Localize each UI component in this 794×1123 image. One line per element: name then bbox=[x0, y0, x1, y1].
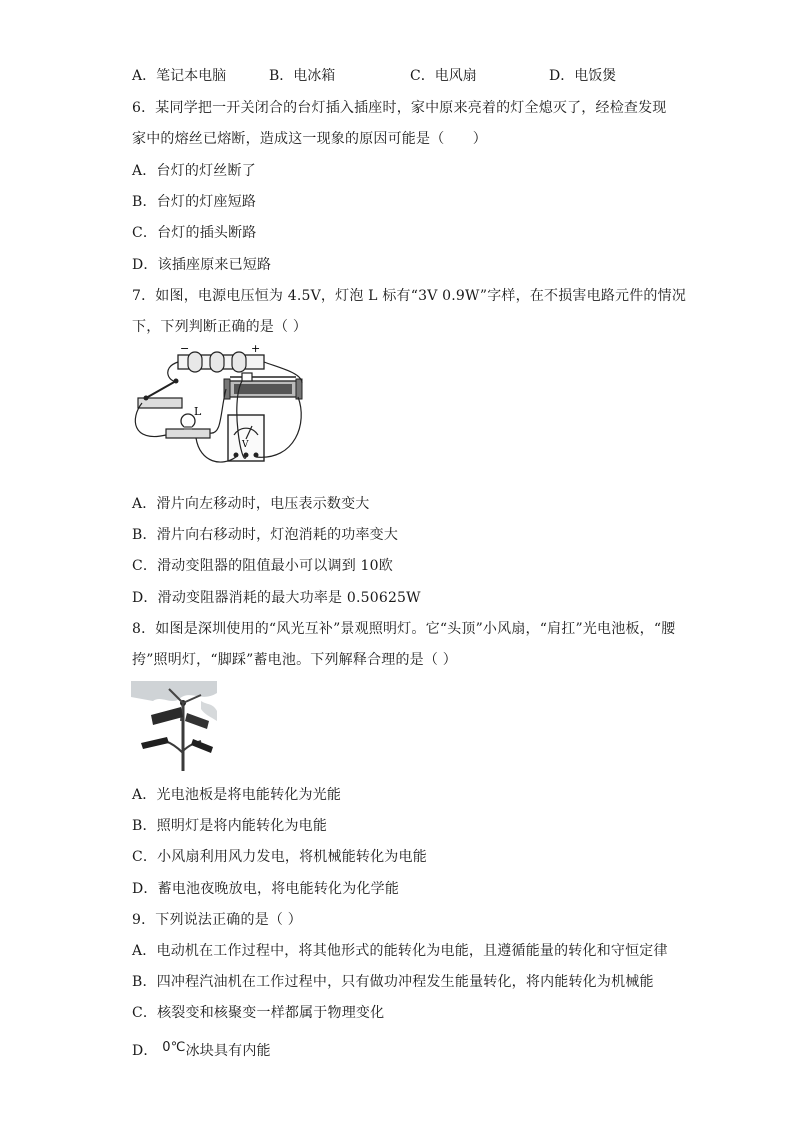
knife-switch bbox=[138, 379, 182, 409]
lamp-holder bbox=[166, 414, 210, 438]
q8-option-c: C．小风扇利用风力发电，将机械能转化为电能 bbox=[132, 849, 427, 865]
q5-option-b: B．电冰箱 bbox=[269, 68, 336, 84]
q5-option-c: C．电风扇 bbox=[410, 68, 477, 84]
q7-option-a: A．滑片向左移动时，电压表示数变大 bbox=[132, 496, 370, 512]
q7-stem-line2: 下，下列判断正确的是（ ） bbox=[132, 319, 308, 335]
q8-stem-line1: 8．如图是深圳使用的“风光互补”景观照明灯。它“头顶”小风扇，“肩扛”光电池板，“腰 bbox=[132, 621, 676, 637]
q8-option-d: D．蓄电池夜晚放电，将电能转化为化学能 bbox=[132, 881, 400, 897]
q9-stem: 9．下列说法正确的是（ ） bbox=[132, 912, 302, 928]
q7-option-d: D．滑动变阻器消耗的最大功率是 0.50625W bbox=[132, 590, 421, 606]
sliding-rheostat bbox=[224, 373, 302, 399]
q9-option-b: B．四冲程汽油机在工作过程中，只有做功冲程发生能量转化，将内能转化为机械能 bbox=[132, 974, 654, 990]
q5-option-d: D．电饭煲 bbox=[549, 68, 617, 84]
q9-option-a: A．电动机在工作过程中，将其他形式的能转化为电能，且遵循能量的转化和守恒定律 bbox=[132, 943, 668, 959]
voltmeter-label: V bbox=[242, 440, 249, 450]
q9-option-d bbox=[132, 1042, 271, 1061]
q7-stem-line1: 7．如图，电源电压恒为 4.5V，灯泡 L 标有“3V 0.9W”字样，在不损害电路元件的情况 bbox=[132, 288, 687, 304]
q6-option-a: A．台灯的灯丝断了 bbox=[132, 163, 256, 179]
lamp-label: L bbox=[194, 405, 202, 418]
q6-option-d: D．该插座原来已短路 bbox=[132, 257, 272, 273]
q8-option-a: A．光电池板是将电能转化为光能 bbox=[132, 787, 342, 803]
q6-stem-line2: 家中的熔丝已熔断，造成这一现象的原因可能是（ ） bbox=[132, 131, 487, 147]
q6-option-b: B．台灯的灯座短路 bbox=[132, 194, 257, 210]
q6-option-c: C．台灯的插头断路 bbox=[132, 225, 257, 241]
q9-option-c: C．核裂变和核聚变一样都属于物理变化 bbox=[132, 1005, 385, 1021]
q9-option-d-text: 冰块具有内能 bbox=[185, 1043, 271, 1059]
q9-option-d-label: D． bbox=[132, 1043, 158, 1059]
q8-option-b: B．照明灯是将内能转化为电能 bbox=[132, 818, 328, 834]
q9-option-d-symbol: 0℃ bbox=[162, 1040, 186, 1055]
battery-pack bbox=[178, 352, 264, 372]
q6-stem-line1: 6．某同学把一开关闭合的台灯插入插座时，家中原来亮着的灯全熄灭了，经检查发现 bbox=[132, 100, 667, 116]
q7-option-c: C．滑动变阻器的阻值最小可以调到 10欧 bbox=[132, 558, 393, 574]
voltmeter bbox=[228, 415, 264, 461]
battery-plus-label: + bbox=[251, 343, 261, 355]
q7-option-b: B．滑片向右移动时，灯泡消耗的功率变大 bbox=[132, 527, 399, 543]
q7-circuit-figure bbox=[130, 343, 315, 473]
battery-minus-label: − bbox=[180, 343, 190, 355]
q5-option-a: A．笔记本电脑 bbox=[132, 68, 227, 84]
q8-stem-line2: 挎”照明灯，“脚踩”蓄电池。下列解释合理的是（ ） bbox=[132, 652, 457, 668]
q8-street-lamp-photo bbox=[131, 681, 217, 771]
